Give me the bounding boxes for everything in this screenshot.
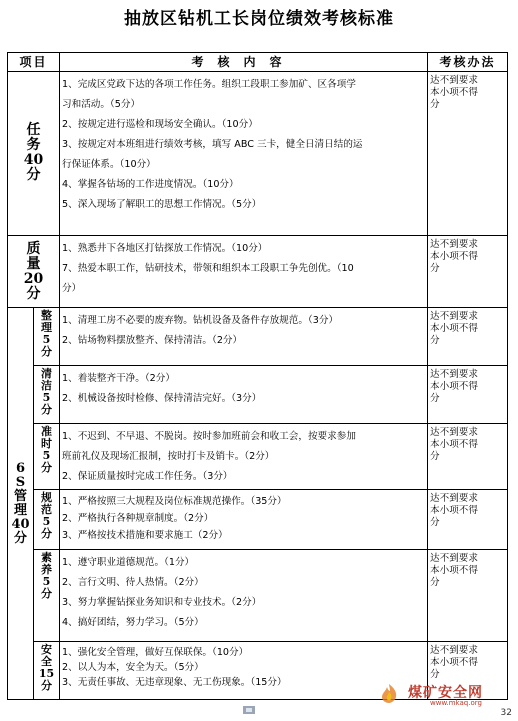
header-item: 项目	[8, 53, 60, 72]
method-qingjie: 达不到要求 本小项不得 分	[428, 366, 508, 424]
header-method: 考核办法	[428, 53, 508, 72]
sub-label-guifan: 规 范 5 分	[34, 489, 60, 549]
sub-label-zhunshi: 准 时 5 分	[34, 423, 60, 489]
sixs-row-zhengli	[8, 308, 508, 366]
sub-label-suyang: 素 养 5 分	[34, 549, 60, 642]
qingjie-content: 1、着装整齐干净。（2分） 2、机械设备按时检修、保持清洁完好。（3分）	[60, 366, 428, 424]
sixs-row-qingjie	[8, 366, 508, 424]
sub-label-zhengli: 整 理 5 分	[34, 308, 60, 366]
anquan-content: 1、强化安全管理，做好互保联保。（10分） 2、以人为本，安全为天。（5分） 3、无责任事故、无违章现象、无工伤现象。（15分）	[60, 642, 428, 700]
task-content: 1、完成区党政下达的各项工作任务。组织工段职工参加矿、区各项学 习和活动。（5分） 2、按规定进行巡检和现场安全确认。（10分） 3、按规定对本班组进行绩效考核，填写 ABC 三卡，健全日清日结的运 行保证体系。（10分） 4、掌握各钻场的工作进度情况。（10分） 5、深入现场了解职工的思想工作情况。（5分）	[60, 71, 428, 236]
watermark-text: 煤矿安全网	[408, 685, 483, 701]
method-task: 达不到要求 本小项不得 分	[428, 71, 508, 236]
assessment-table	[7, 52, 508, 700]
header-row	[8, 53, 508, 72]
document-title: 抽放区钻机工长岗位绩效考核标准	[124, 9, 394, 29]
method-guifan: 达不到要求 本小项不得 分	[428, 489, 508, 549]
page-number: 32	[500, 708, 512, 718]
zhunshi-content: 1、不迟到、不早退、不脱岗。按时参加班前会和收工会，按要求参加 班前礼仪及现场汇报制，按时打卡及销卡。（2分） 2、保证质量按时完成工作任务。（3分）	[60, 423, 428, 489]
category-6s: 6 S 管 理 40 分	[8, 308, 34, 700]
watermark	[372, 682, 512, 707]
category-task: 任 务 40 分	[8, 71, 60, 236]
watermark-url: www.mkaq.org	[430, 699, 482, 707]
header-content: 考核内容	[60, 53, 428, 72]
method-zhunshi: 达不到要求 本小项不得 分	[428, 423, 508, 489]
sub-label-anquan: 安 全 15 分	[34, 642, 60, 700]
task-row	[8, 71, 508, 236]
method-anquan: 达不到要求 本小项不得 分	[428, 642, 508, 700]
quality-content: 1、熟悉井下各地区打钻探放工作情况。（10分） 7、热爱本职工作，钻研技术，带领和组织本工段职工争先创优。（10 分）	[60, 236, 428, 308]
sixs-row-zhunshi	[8, 423, 508, 489]
method-suyang: 达不到要求 本小项不得 分	[428, 549, 508, 642]
category-quality: 质 量 20 分	[8, 236, 60, 308]
sixs-row-suyang	[8, 549, 508, 642]
quality-row	[8, 236, 508, 308]
guifan-content: 1、严格按照三大规程及岗位标准规范操作。（35分） 2、严格执行各种规章制度。（2分） 3、严格按技术措施和要求施工（2分）	[60, 489, 428, 549]
sixs-row-guifan	[8, 489, 508, 549]
sub-label-qingjie: 清 洁 5 分	[34, 366, 60, 424]
suyang-content: 1、遵守职业道德规范。（1分） 2、言行文明、待人热情。（2分） 3、努力掌握钻探业务知识和专业技术。（2分） 4、搞好团结，努力学习。（5分）	[60, 549, 428, 642]
flame-logo-icon	[374, 682, 404, 704]
page-corner-mark-icon	[242, 704, 256, 716]
method-quality: 达不到要求 本小项不得 分	[428, 236, 508, 308]
method-zhengli: 达不到要求 本小项不得 分	[428, 308, 508, 366]
zhengli-content: 1、清理工房不必要的废弃物。钻机设备及备件存放规范。（3分） 2、钻场物料摆放整齐、保持清洁。（2分）	[60, 308, 428, 366]
